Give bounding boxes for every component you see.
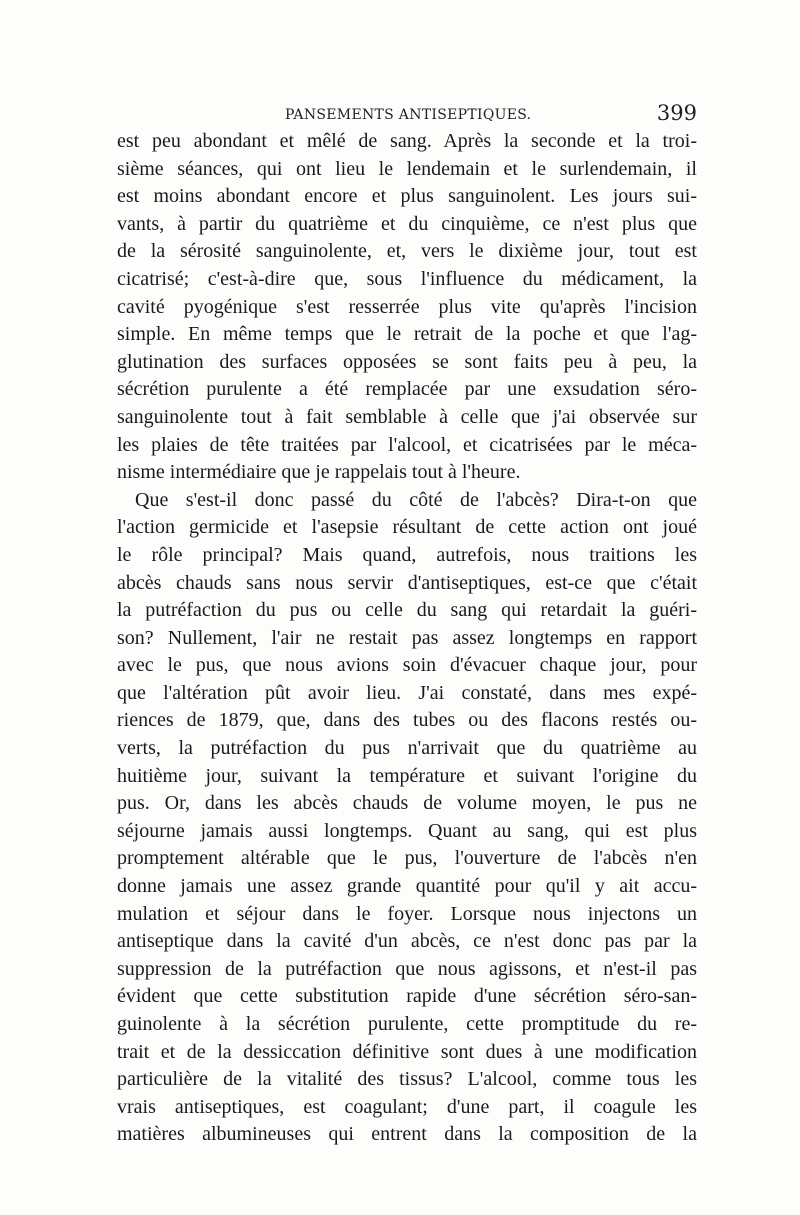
text-line: trait et de la dessiccation définitive sont dues à une modification xyxy=(117,1040,697,1063)
text-line: promptement altérable que le pus, l'ouverture de l'abcès n'en xyxy=(117,847,697,870)
text-line: que l'altération pût avoir lieu. J'ai constaté, dans mes expé- xyxy=(117,681,697,704)
text-line: les plaies de tête traitées par l'alcool, et cicatrisées par le méca- xyxy=(117,433,697,456)
text-line: vants, à partir du quatrième et du cinquième, ce n'est plus que xyxy=(117,212,697,235)
text-line: séjourne jamais aussi longtemps. Quant au sang, qui est plus xyxy=(117,819,697,842)
text-line: particulière de la vitalité des tissus? L'alcool, comme tous les xyxy=(117,1068,697,1091)
paragraph xyxy=(117,128,697,487)
text-line: nisme intermédiaire que je rappelais tout à l'heure. xyxy=(117,461,521,484)
text-line: Que s'est-il donc passé du côté de l'abcès? Dira-t-on que xyxy=(135,488,697,511)
text-line: le rôle principal? Mais quand, autrefois, nous traitions les xyxy=(117,543,697,566)
text-line: huitième jour, suivant la température et suivant l'origine du xyxy=(117,764,697,787)
text-line: son? Nullement, l'air ne restait pas assez longtemps en rapport xyxy=(117,626,697,649)
text-line: sième séances, qui ont lieu le lendemain et le surlendemain, il xyxy=(117,157,697,180)
text-line: pus. Or, dans les abcès chauds de volume moyen, le pus ne xyxy=(117,792,697,815)
text-line: cavité pyogénique s'est resserrée plus vite qu'après l'incision xyxy=(117,295,697,318)
running-title: PANSEMENTS ANTISEPTIQUES. xyxy=(285,107,532,123)
text-line: suppression de la putréfaction que nous agissons, et n'est-il pas xyxy=(117,957,697,980)
text-line: guinolente à la sécrétion purulente, cette promptitude du re- xyxy=(117,1013,697,1035)
page-number: 399 xyxy=(656,101,697,125)
text-line: riences de 1879, que, dans des tubes ou des flacons restés ou- xyxy=(117,709,697,732)
body-text xyxy=(117,128,697,1149)
text-line: vrais antiseptiques, est coagulant; d'une part, il coagule les xyxy=(117,1095,697,1118)
text-line: abcès chauds sans nous servir d'antiseptiques, est-ce que c'était xyxy=(117,571,697,594)
text-line: est peu abondant et mêlé de sang. Après la seconde et la troi- xyxy=(117,130,697,152)
text-line: évident que cette substitution rapide d'une sécrétion séro-san- xyxy=(117,985,697,1008)
text-line: est moins abondant encore et plus sanguinolent. Les jours sui- xyxy=(117,185,697,208)
text-line: donne jamais une assez grande quantité pour qu'il y ait accu- xyxy=(117,875,697,898)
text-line: antiseptique dans la cavité d'un abcès, ce n'est donc pas par la xyxy=(117,930,697,953)
text-line: cicatrisé; c'est-à-dire que, sous l'influence du médicament, la xyxy=(117,267,697,290)
text-line: l'action germicide et l'asepsie résultant de cette action ont joué xyxy=(117,516,697,539)
text-line: matières albumineuses qui entrent dans la composition de la xyxy=(117,1123,697,1146)
text-line: sanguinolente tout à fait semblable à celle que j'ai observée sur xyxy=(117,405,697,428)
paragraph xyxy=(117,487,697,1149)
text-line: mulation et séjour dans le foyer. Lorsque nous injectons un xyxy=(117,902,697,925)
text-line: verts, la putréfaction du pus n'arrivait que du quatrième au xyxy=(117,737,697,760)
text-line: sécrétion purulente a été remplacée par une exsudation séro- xyxy=(117,378,697,401)
text-line: de la sérosité sanguinolente, et, vers le dixième jour, tout est xyxy=(117,240,697,263)
text-line: avec le pus, que nous avions soin d'évacuer chaque jour, pour xyxy=(117,654,697,677)
text-line: simple. En même temps que le retrait de la poche et que l'ag- xyxy=(117,323,697,346)
text-line: la putréfaction du pus ou celle du sang qui retardait la guéri- xyxy=(117,599,697,622)
page-header xyxy=(117,101,697,127)
text-line: glutination des surfaces opposées se sont faits peu à peu, la xyxy=(117,350,697,373)
